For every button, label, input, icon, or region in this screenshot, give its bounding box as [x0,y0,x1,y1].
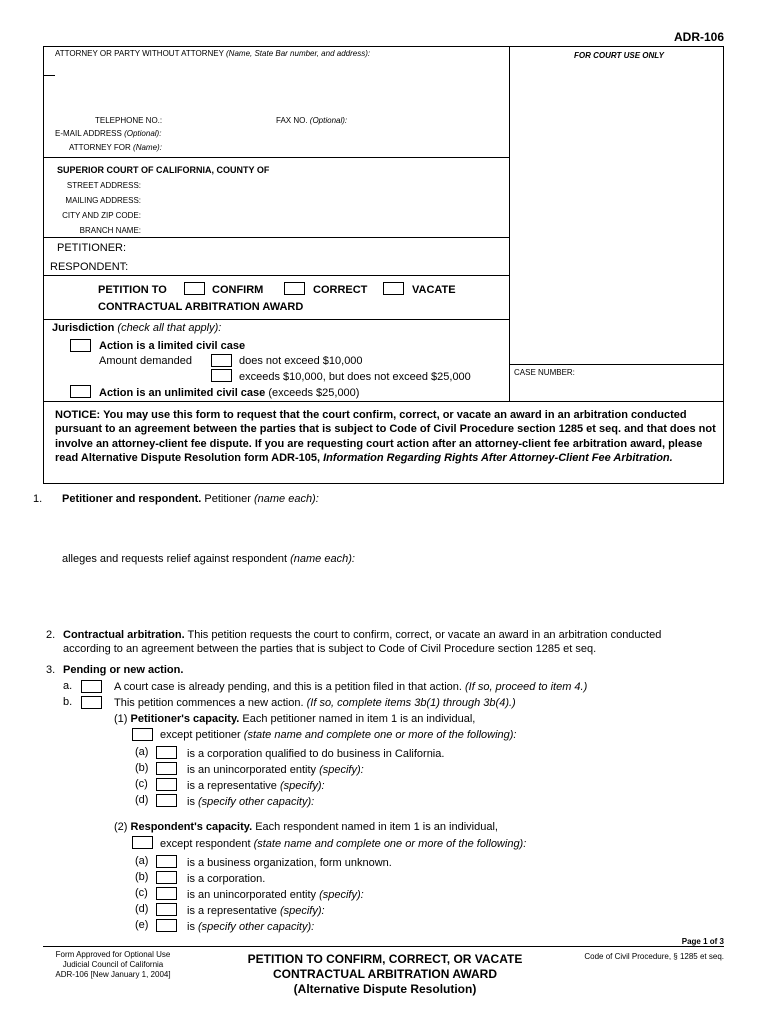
short-rule [44,75,55,76]
box-left [43,46,44,483]
petition-to-label: PETITION TO [98,284,167,296]
footer-title: PETITION TO CONFIRM, CORRECT, OR VACATE CONTRACTUAL ARBITRATION AWARD (Alternative Dispute Resolution) [247,952,523,996]
case-line [509,364,723,365]
p2-heading: (2) Respondent's capacity. Each respondent named in item 1 is an individual, [114,821,498,833]
item3b-text: This petition commences a new action. (If so, complete items 3b(1) through 3b(4).) [114,697,516,709]
mailing-label: MAILING ADDRESS: [65,196,141,205]
item3a-label: a. [63,680,73,692]
p2c-label: (c) [135,887,148,899]
item1-number: 1. [33,493,43,505]
p2e-label: (e) [135,919,149,931]
amount-opt1-label: does not exceed $10,000 [239,355,363,367]
item3b-checkbox[interactable] [81,696,102,709]
p1b-label: (b) [135,762,149,774]
p2b-label: (b) [135,871,149,883]
vacate-checkbox[interactable] [383,282,404,295]
item3a-text: A court case is already pending, and this is a petition filed in that action. (If so, proceed to item 4.) [114,681,588,693]
form-id: ADR-106 [673,30,724,44]
amount-opt2-checkbox[interactable] [211,369,232,382]
confirm-checkbox[interactable] [184,282,205,295]
row-line-5 [43,401,724,402]
item3b-label: b. [63,696,73,708]
p2d-checkbox[interactable] [156,903,177,916]
telephone-label: TELEPHONE NO.: [95,116,163,125]
p2d-label: (d) [135,903,149,915]
item3a-checkbox[interactable] [81,680,102,693]
amount-label: Amount demanded [99,355,192,367]
limited-label: Action is a limited civil case [99,340,246,352]
case-number-label: CASE NUMBER: [514,368,575,377]
attorney-label: ATTORNEY OR PARTY WITHOUT ATTORNEY (Name, State Bar number, and address): [55,49,371,58]
petitioner-label: PETITIONER: [57,242,127,254]
p2c-text: is an unincorporated entity (specify): [187,889,364,901]
notice-text: NOTICE: You may use this form to request that the court confirm, correct, or vacate an award in an arbitration conducted pursuant to an agreement between the parties that is subject to Code of Civil Procedure section 1285 et seq. and that does not involve an attorney-client fee dispute. If you are requesting court action after an attorney-client fee arbitration award, please read Alternative Dispute Resolution form ADR-105, Information Regarding Rights After Attorney-Client Fee Arbitration. [55,409,716,464]
confirm-label: CONFIRM [212,284,264,296]
p1-except-text: except petitioner (state name and complete one or more of the following): [160,729,517,741]
row-line-1 [43,157,509,158]
item3-head: Pending or new action. [63,664,184,676]
email-label: E-MAIL ADDRESS (Optional): [55,129,162,138]
correct-checkbox[interactable] [284,282,305,295]
respondent-label: RESPONDENT: [50,261,129,273]
limited-checkbox[interactable] [70,339,91,352]
p1a-text: is a corporation qualified to do business in California. [187,748,445,760]
attorney-for-label: ATTORNEY FOR (Name): [69,143,162,152]
box-right [723,46,724,483]
p2e-checkbox[interactable] [156,919,177,932]
award-label: CONTRACTUAL ARBITRATION AWARD [98,301,304,313]
p1b-text: is an unincorporated entity (specify): [187,764,364,776]
p1d-checkbox[interactable] [156,794,177,807]
item3-number: 3. [46,664,56,676]
page-number: Page 1 of 3 [681,937,724,946]
box-divider [509,46,510,401]
jurisdiction-label: Jurisdiction (check all that apply): [52,322,222,334]
item1-text: Petitioner and respondent. Petitioner (name each): [62,493,319,505]
p1d-label: (d) [135,794,149,806]
p2a-text: is a business organization, form unknown. [187,857,392,869]
footer-approved: Form Approved for Optional Use Judicial Council of California ADR-106 [New January 1, 2004] [55,950,171,979]
p2c-checkbox[interactable] [156,887,177,900]
p1-except-checkbox[interactable] [132,728,153,741]
vacate-label: VACATE [412,284,456,296]
p2-except-text: except respondent (state name and complete one or more of the following): [160,838,527,850]
row-line-4 [43,319,509,320]
item2-line2: according to an agreement between the parties that is subject to Code of Civil Procedure section 1285 et seq. [63,643,597,655]
p1c-checkbox[interactable] [156,778,177,791]
correct-label: CORRECT [313,284,368,296]
p2d-text: is a representative (specify): [187,905,325,917]
item2-line1: Contractual arbitration. This petition requests the court to confirm, correct, or vacate an award in an arbitration conducted [63,629,662,641]
city-label: CITY AND ZIP CODE: [62,211,141,220]
p1-heading: (1) Petitioner's capacity. Each petitioner named in item 1 is an individual, [114,713,476,725]
p2a-label: (a) [135,855,149,867]
row-line-2 [43,237,509,238]
p1c-label: (c) [135,778,148,790]
unlimited-checkbox[interactable] [70,385,91,398]
footer-code: Code of Civil Procedure, § 1285 et seq. [584,952,724,961]
box-top [43,46,724,47]
p2a-checkbox[interactable] [156,855,177,868]
p1b-checkbox[interactable] [156,762,177,775]
street-label: STREET ADDRESS: [66,181,141,190]
amount-opt2-label: exceeds $10,000, but does not exceed $25,000 [239,371,471,383]
item1-alleges: alleges and requests relief against respondent (name each): [62,553,355,565]
row-line-3 [43,275,509,276]
unlimited-label: Action is an unlimited civil case (exceeds $25,000) [99,387,360,399]
p2b-text: is a corporation. [187,873,266,885]
branch-label: BRANCH NAME: [79,226,141,235]
fax-label: FAX NO. (Optional): [276,116,348,125]
p1a-checkbox[interactable] [156,746,177,759]
p2e-text: is (specify other capacity): [187,921,315,933]
p1c-text: is a representative (specify): [187,780,325,792]
p2b-checkbox[interactable] [156,871,177,884]
amount-opt1-checkbox[interactable] [211,354,232,367]
p1d-text: is (specify other capacity): [187,796,315,808]
court-use-label: FOR COURT USE ONLY [574,51,664,60]
p1a-label: (a) [135,746,149,758]
box-bottom [43,483,724,484]
item2-number: 2. [46,629,56,641]
footer-rule [43,946,724,947]
p2-except-checkbox[interactable] [132,836,153,849]
court-title: SUPERIOR COURT OF CALIFORNIA, COUNTY OF [57,165,270,175]
